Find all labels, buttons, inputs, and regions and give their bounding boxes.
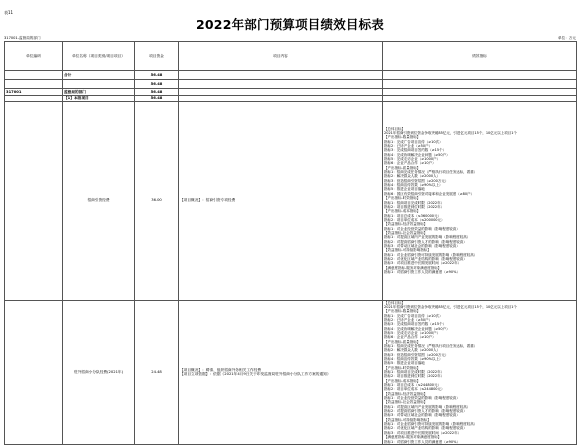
indicator-line: 【效益指标-社会效益指标】 xyxy=(384,230,428,235)
indicator-line: 指标5：完成走访企业（≥1000户） xyxy=(384,330,441,335)
cell-name xyxy=(63,80,135,89)
indicator-line: 指标4：招商宣传效果（≥90%以上） xyxy=(384,356,443,361)
indicator-line: 指标2：项目推进到位时限（2022年） xyxy=(384,204,445,209)
indicator-line: 【效益指标-经济效益指标】 xyxy=(384,222,428,227)
cell-code xyxy=(5,80,63,89)
indicator-line: 指标5：推进企业项目落地 xyxy=(384,187,425,192)
indicator-line: 指标1：对招商引资工作人员的满意度（≥90%） xyxy=(384,439,460,444)
indicator-line: 【产出指标-成本指标】 xyxy=(384,209,421,214)
indicator-line: 指标1：招商完成任务情况（严格执行项目任务达标，着重） xyxy=(384,170,478,175)
indicator-line: 【效益指标-可持续影响指标】 xyxy=(384,417,431,422)
indicator-line: 指标2：对提高招商引资人才的影响（影响程度较高） xyxy=(384,239,467,244)
indicator-line: 【产出指标-数量指标】 xyxy=(384,309,421,314)
header-indicators: 绩效指标 xyxy=(383,42,577,71)
cell-amount: 56.48 xyxy=(135,96,179,102)
unit-name: 317001-监督局的部门 xyxy=(4,36,41,40)
indicator-line: 【总体目标】 xyxy=(384,300,405,305)
indicator-line: 指标2：解决群众人数（≥2000人） xyxy=(384,348,441,353)
indicator-line: 指标3：对带动区域社会的影响（影响程度较高） xyxy=(384,413,460,418)
indicator-line: 【产出指标-数量指标】 xyxy=(384,135,421,140)
table-number: 表11 xyxy=(4,10,14,15)
indicator-line: 指标6：园区有效招商引资对接率和企业发展度（≥80户） xyxy=(384,191,475,196)
cell-name: 【1】本级项目 xyxy=(63,96,135,102)
indicator-line: 指标1：对企业招商引资可持续发展的影响（影响程度较高） xyxy=(384,252,478,257)
indicator-line: 指标1：完成广告项目宣传（≥10次） xyxy=(384,313,443,318)
indicator-line: 指标3：对项目推进中长期发展时间（≥2022年） xyxy=(384,430,462,435)
currency-unit: 单位：万元 xyxy=(558,36,576,40)
indicator-line: 指标4：完成协调解决企业问题（≥50户） xyxy=(384,326,450,331)
indicator-line: 指标2：已协产企业（≥50户） xyxy=(384,144,433,149)
header-unit-name: 单位名称（项目类别/项目项目） xyxy=(63,42,135,71)
indicator-line: 【效益指标-经济效益指标】 xyxy=(384,391,428,396)
indicator-line: 指标2：对优化区域产业结构的影响（影响程度较高） xyxy=(384,256,467,261)
project-amount: 36.00 xyxy=(135,101,179,300)
indicator-line: 指标1：对企业经营效益的影响（影响程度较高） xyxy=(384,226,460,231)
indicator-line: 指标4：招商宣传效果（≥90%以上） xyxy=(384,183,443,188)
cell-amount: 56.48 xyxy=(135,89,179,96)
indicator-line: 指标1：项目总成本（≤244800元） xyxy=(384,383,442,388)
indicator-line: 2021年招商引资到位资金争取突破85亿元，引进亿元项目15个，10亿元以上项目1个 xyxy=(384,131,517,135)
indicator-line: 指标1：对招商引资工作人员的满意度（≥90%） xyxy=(384,270,460,274)
indicator-line: 指标3：营造招商引资氛围（≥200万元） xyxy=(384,178,449,183)
cell-name: 监督局的部门 xyxy=(63,89,135,96)
indicator-line: 【效益指标-可持续影响指标】 xyxy=(384,248,431,253)
table-row xyxy=(5,89,577,96)
indicator-line: 指标3：对带动区域社会的影响（影响程度较高） xyxy=(384,243,460,248)
header-amount: 项目资金 xyxy=(135,42,179,71)
project-content xyxy=(179,300,383,444)
indicator-line: 指标1：招商项目完成时限（2022年） xyxy=(384,370,445,374)
indicator-line: 【满意度指标-服务对象满意度指标】 xyxy=(384,435,442,440)
indicator-line: 指标3：完成招商项目签约数（≥15个） xyxy=(384,322,447,327)
indicator-line: 指标3：营造招商引资氛围（≥200万元） xyxy=(384,352,449,357)
table-row xyxy=(5,80,577,89)
indicator-list xyxy=(384,301,575,444)
indicator-line: 指标1：对企业经营效益的影响（影响程度较高） xyxy=(384,396,460,401)
indicator-line: 【产出指标-成本指标】 xyxy=(384,378,421,383)
indicator-line: 指标5：推进企业项目落地 xyxy=(384,361,425,366)
indicator-line: 指标1：招商项目完成时限（2022年） xyxy=(384,200,445,205)
page-title: 2022年部门预算项目绩效目标表 xyxy=(196,17,384,32)
indicator-line: 【效益指标-社会效益指标】 xyxy=(384,400,428,405)
cell-amount: 56.48 xyxy=(135,80,179,89)
performance-target-table xyxy=(4,41,577,445)
indicator-line: 指标1：完成广告项目宣传（≥10次） xyxy=(384,139,443,144)
indicator-line: 【总体目标】 xyxy=(384,126,405,131)
indicator-list xyxy=(384,127,575,275)
project-name: 招商引资经费 xyxy=(63,101,135,300)
indicator-line: 指标2：已协产企业（≥50户） xyxy=(384,317,433,322)
table-row xyxy=(5,300,577,444)
indicator-line: 指标6：企业产品合作（≥10户） xyxy=(384,161,436,166)
indicator-line: 【产出指标-时效指标】 xyxy=(384,365,421,370)
indicator-line: 【产出指标-质量指标】 xyxy=(384,165,421,170)
indicator-line: 【满意度指标-服务对象满意度指标】 xyxy=(384,265,442,270)
table-row xyxy=(5,101,577,300)
indicator-line: 指标2：解决群众人数（≥2000人） xyxy=(384,174,441,179)
cell-name: 合计 xyxy=(63,71,135,80)
indicator-line: 【产出指标-质量指标】 xyxy=(384,339,421,344)
table-row xyxy=(5,71,577,80)
project-name: 驻外招商小分队经费(2021年) xyxy=(63,300,135,444)
header-content: 项目内容 xyxy=(179,42,383,71)
indicator-line: 2021年招商引资到位资金争取突破85亿元，引进亿元项目15个，10亿元以上项目1个 xyxy=(384,304,517,309)
project-indicators xyxy=(383,300,577,444)
indicator-line: 指标5：完成走访企业（≥1000户） xyxy=(384,157,441,162)
indicator-line: 指标2：项目单位成本（≤244800元） xyxy=(384,387,445,392)
indicator-line: 指标1：项目总成本（≤360000元） xyxy=(384,213,442,218)
cell-code xyxy=(5,71,63,80)
project-overview: 【项目概况】：聘请、组织招商外务相关工作经费 xyxy=(180,367,262,372)
indicator-line: 指标2：对提高招商引资人才的影响（影响程度较高） xyxy=(384,409,467,414)
indicator-line: 指标3：完成招商项目签约数（≥15个） xyxy=(384,148,447,153)
indicator-line: 指标1：对提高区域内产业发展的影响（影响程度较高） xyxy=(384,404,471,409)
indicator-line: 指标6：企业产品合作（≥10户） xyxy=(384,335,436,340)
table-header-row xyxy=(5,42,577,71)
indicator-line: 指标1：对提高区域内产业发展的影响（影响程度较高） xyxy=(384,235,471,240)
project-indicators xyxy=(383,101,577,300)
indicator-line: 指标2：对优化区域产业结构的影响（影响程度较高） xyxy=(384,426,467,431)
project-content: 【项目概况】：招商引资专项经费 xyxy=(179,101,383,300)
indicator-line: 指标4：完成协调解决企业问题（≥50户） xyxy=(384,152,450,157)
indicator-line: 【产出指标-时效指标】 xyxy=(384,196,421,201)
indicator-line: 指标2：项目单位成本（≤200000元） xyxy=(384,217,445,222)
indicator-line: 指标1：对企业招商引资可持续发展的影响（影响程度较高） xyxy=(384,422,478,427)
cell-code: 317001 xyxy=(5,89,63,96)
indicator-line: 指标1：招商完成任务情况（严格执行项目任务达标，着重） xyxy=(384,343,478,348)
cell-amount: 56.48 xyxy=(135,71,179,80)
project-amount: 24.48 xyxy=(135,300,179,444)
indicator-line: 指标3：对项目推进中长期发展时间（≥2022年） xyxy=(384,261,462,266)
header-unit-code: 单位编码 xyxy=(5,42,63,71)
indicator-line: 指标2：项目推进到位时限（2022年） xyxy=(384,374,445,379)
project-basis: 【项目立项依据】：依据《2021年4月9日关于印发监督局驻外招商小分队工作方案的通知》 xyxy=(180,372,331,377)
